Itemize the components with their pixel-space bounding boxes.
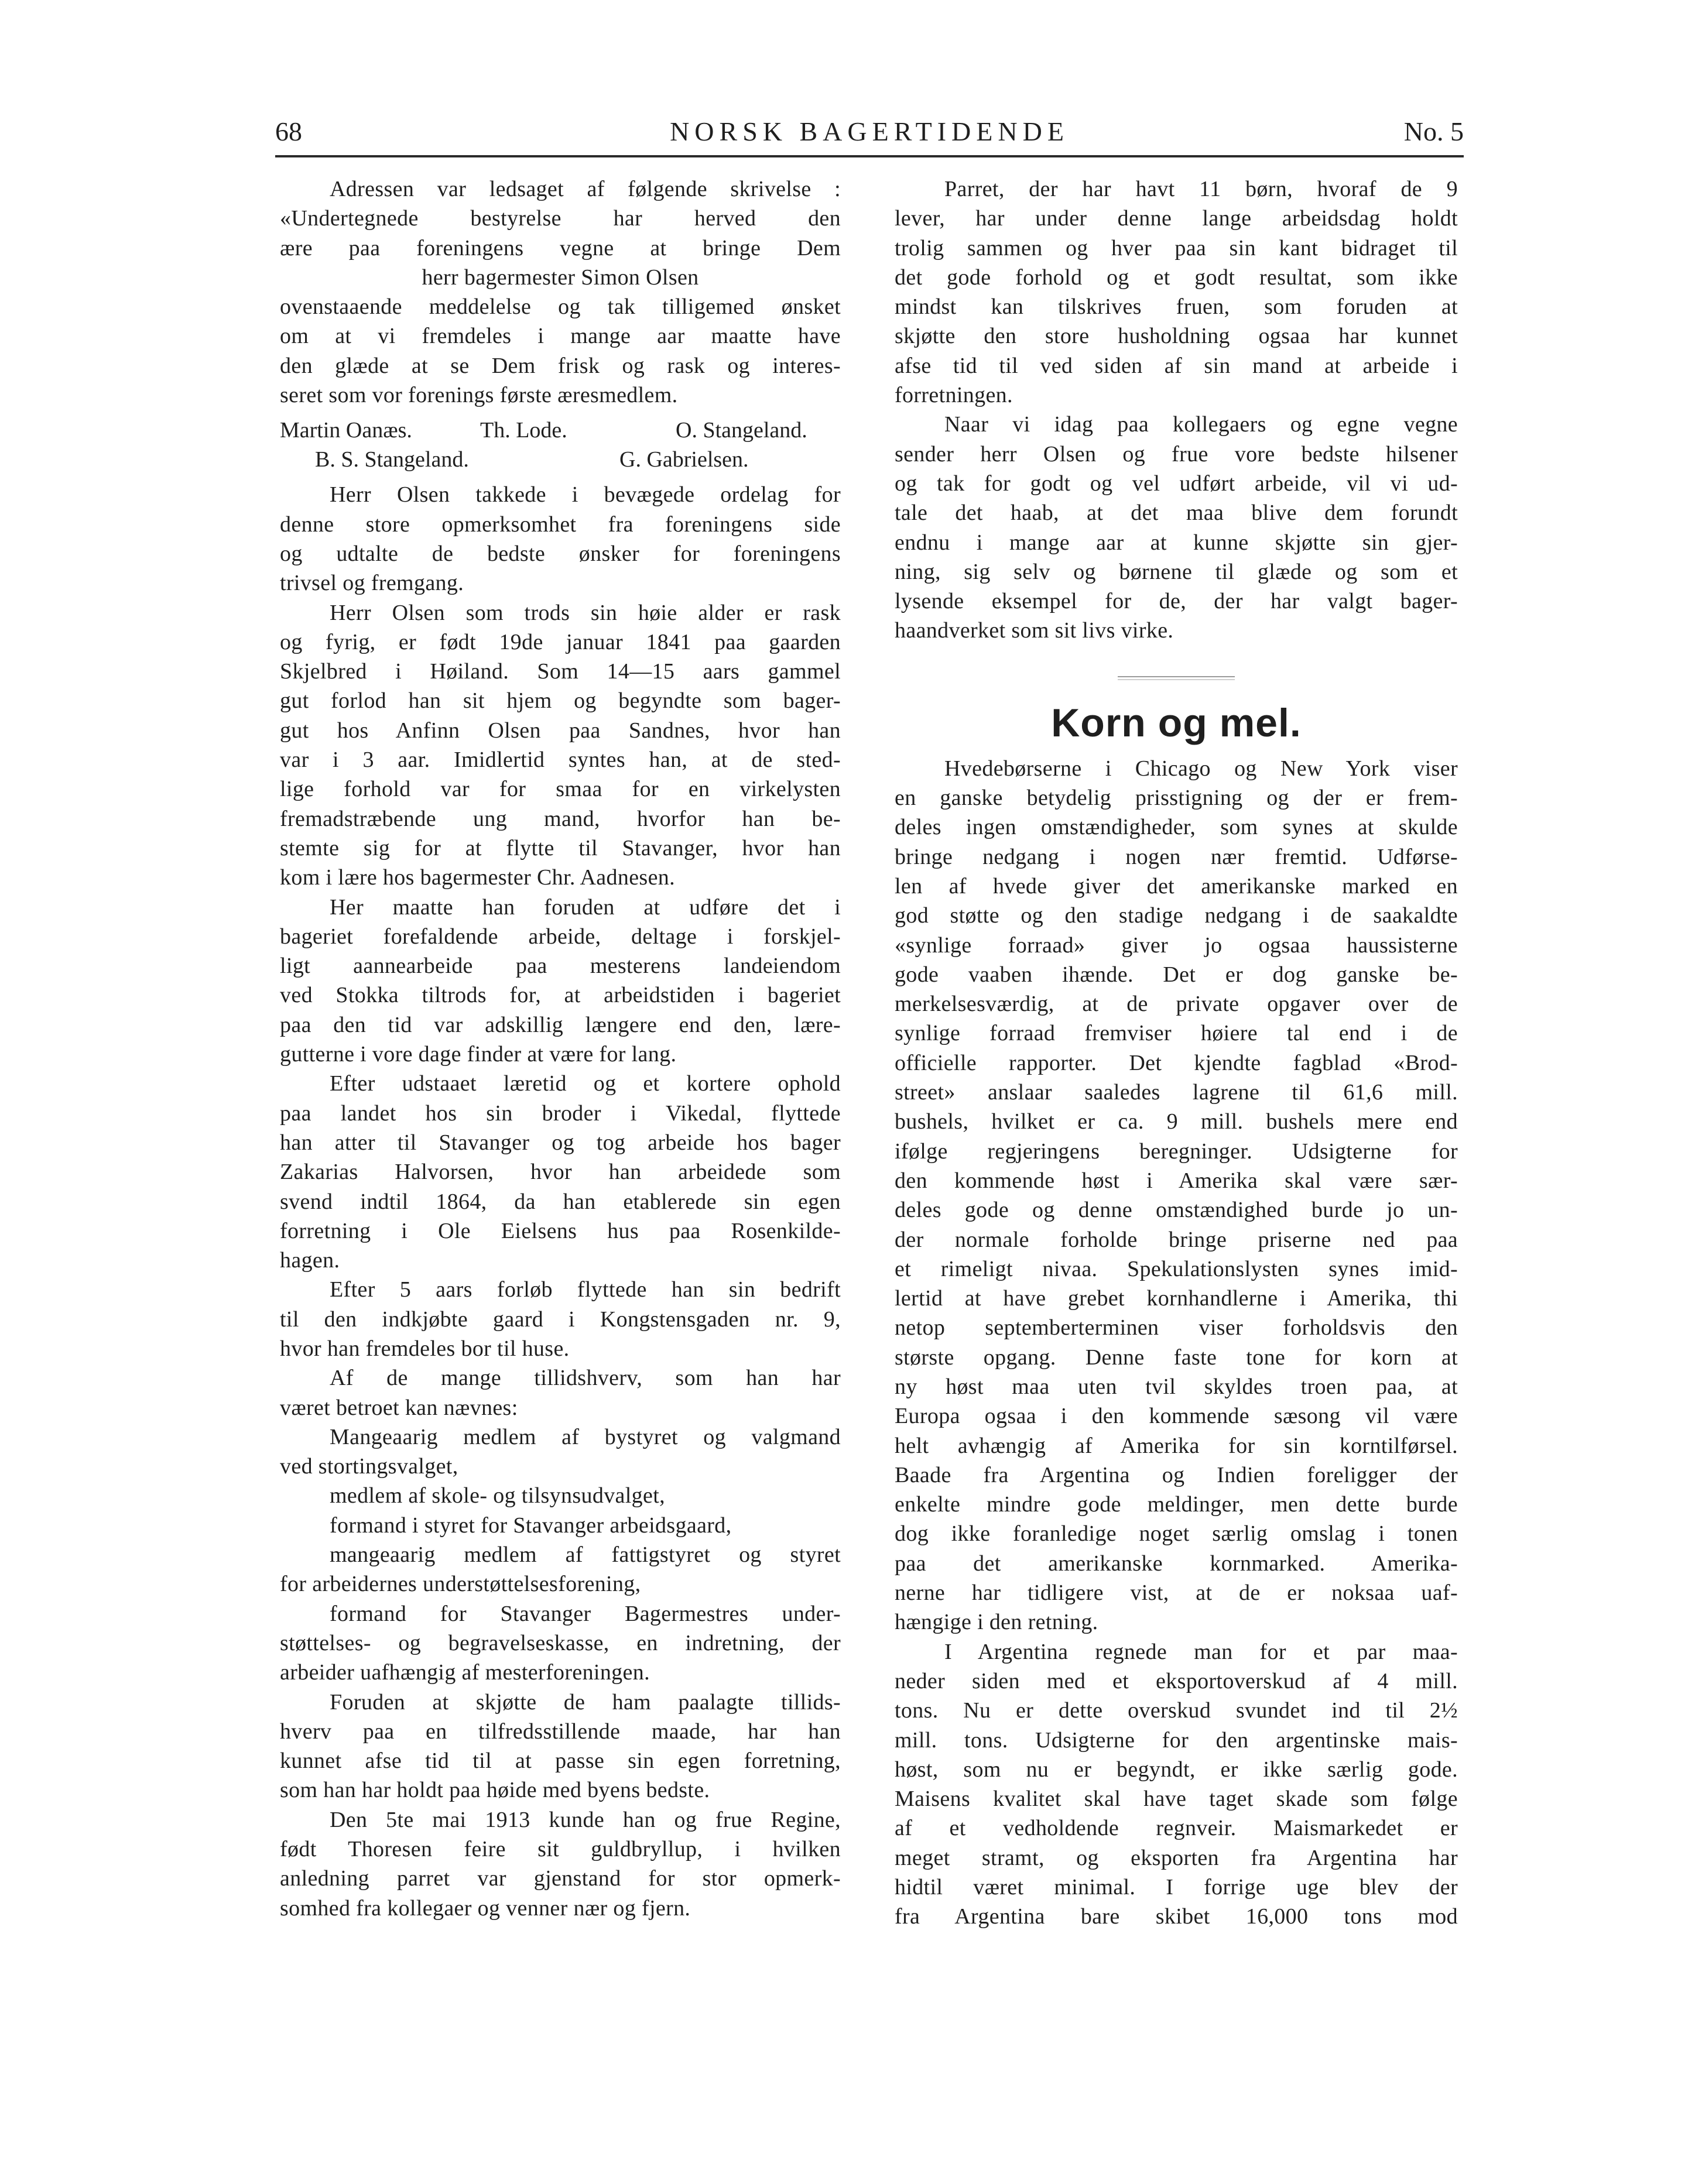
page-number: 68	[275, 116, 302, 146]
text-line: og udtalte de bedste ønsker for foreningens	[280, 541, 841, 566]
text-line: hængige i den retning.	[895, 1610, 1098, 1635]
text-line: sender herr Olsen og frue vore bedste hilsener	[895, 441, 1458, 467]
text-line: høst, som nu er begyndt, er ikke særlig gode.	[895, 1757, 1458, 1782]
paragraph-wheat	[895, 754, 1458, 1637]
paragraph-offices-intro	[280, 1363, 841, 1422]
paragraph-duties	[280, 1688, 841, 1805]
text-line: den kommende høst i Amerika skal være sær-	[895, 1168, 1458, 1193]
text-line: meget stramt, og eksporten fra Argentina har	[895, 1845, 1458, 1870]
paragraph-wedding	[280, 1805, 841, 1923]
text-line: svend indtil 1864, da han etablerede sin egen	[280, 1189, 841, 1214]
text-line: ning, sig selv og børnene til glæde og som et	[895, 559, 1458, 584]
text-line: ovenstaaende meddelelse og tak tilligemed ønsket	[280, 294, 841, 320]
paragraph-move	[280, 1275, 841, 1363]
text-line: haandverket som sit livs virke.	[895, 618, 1174, 643]
text-line: stemte sig for at flytte til Stavanger, hvor han	[280, 835, 841, 860]
text-line: tale det haab, at det maa blive dem forundt	[895, 500, 1458, 526]
text-line: som han har holdt paa høide med byens bedste.	[280, 1778, 710, 1803]
text-line: om at vi fremdeles i mange aar maatte have	[280, 324, 841, 349]
text-line: Foruden at skjøtte de ham paalagte tillids-	[330, 1689, 841, 1715]
text-line: han atter til Stavanger og tog arbeide hos bager	[280, 1130, 841, 1155]
text-line: medlem af skole- og tilsynsudvalget,	[330, 1483, 665, 1508]
text-line: officielle rapporter. Det kjendte fagblad «Brod-	[895, 1050, 1458, 1075]
text-line: Maisens kvalitet skal have taget skade som følge	[895, 1787, 1458, 1812]
text-line: fremadstræbende ung mand, hvorfor han be-	[280, 806, 841, 831]
text-line: der normale forholde bringe priserne ned paa	[895, 1227, 1458, 1252]
office-item	[280, 1481, 841, 1510]
text-line: formand for Stavanger Bagermestres under-	[330, 1601, 841, 1626]
text-line: lertid at have grebet kornhandlerne i Amerika, thi	[895, 1286, 1458, 1311]
left-column	[280, 174, 841, 1923]
text-line: Skjelbred i Høiland. Som 14—15 aars gammel	[280, 659, 841, 684]
text-line: hvor han fremdeles bor til huse.	[280, 1336, 570, 1361]
text-line: «Undertegnede bestyrelse har herved den	[280, 206, 841, 231]
text-line: deles gode og denne omstændighed burde jo un-	[895, 1198, 1458, 1223]
text-line: og tak for godt og vel udført arbeide, vil vi ud-	[895, 471, 1458, 496]
text-line: Parret, der har havt 11 børn, hvoraf de 9	[944, 177, 1458, 201]
right-column	[895, 174, 1458, 1932]
text-line: største opgang. Denne faste tone for korn at	[895, 1345, 1458, 1370]
text-line: Europa ogsaa i den kommende sæsong vil være	[895, 1404, 1458, 1429]
signature: Th. Lode.	[480, 418, 567, 443]
text-line: mangeaarig medlem af fattigstyret og styret	[330, 1542, 841, 1568]
text-line: enkelte mindre gode meldinger, men dette burde	[895, 1492, 1458, 1517]
text-line: kom i lære hos bagermester Chr. Aadnesen.	[280, 865, 675, 890]
signatures-row	[280, 416, 841, 445]
text-line: deles ingen omstændigheder, som synes at skulde	[895, 815, 1458, 840]
text-line: seret som vor forenings første æresmedlem.	[280, 383, 678, 408]
text-line: bageriet forefaldende arbeide, deltage i forskjel-	[280, 924, 841, 949]
text-line: Mangeaarig medlem af bystyret og valgmand	[330, 1424, 841, 1449]
text-line: street» anslaar saaledes lagrene til 61,6 mill.	[895, 1080, 1458, 1105]
text-line: Af de mange tillidshverv, som han har	[330, 1366, 841, 1391]
paragraph-biography	[280, 598, 841, 893]
text-line: helt avhængig af Amerika for sin korntilførsel.	[895, 1433, 1458, 1458]
text-line: en ganske betydelig prisstigning og der er frem-	[895, 786, 1458, 811]
text-line: lige forhold var for smaa for en virkelysten	[280, 777, 841, 802]
text-line: ved stortingsvalget,	[280, 1454, 458, 1479]
paragraph-children	[895, 174, 1458, 410]
text-line: ifølge regjeringens beregninger. Udsigterne for	[895, 1139, 1458, 1164]
text-line: formand i styret for Stavanger arbeidsgaard,	[330, 1513, 732, 1538]
paragraph-apprentice	[280, 893, 841, 1069]
text-line: Baade fra Argentina og Indien foreligger der	[895, 1462, 1458, 1487]
text-line: merkelsesværdig, at de private opgaver over de	[895, 992, 1458, 1017]
letter-recipient: herr bagermester Simon Olsen	[422, 265, 699, 290]
text-line: Den 5te mai 1913 kunde han og frue Regine,	[330, 1807, 841, 1832]
text-line: gode vaaben ihænde. Det er dog ganske be-	[895, 962, 1458, 987]
text-line: ære paa foreningens vegne at bringe Dem	[280, 235, 841, 260]
paragraph-gap	[280, 410, 841, 416]
text-line: I Argentina regnede man for et par maa-	[944, 1639, 1458, 1664]
text-line: født Thoresen feire sit guldbryllup, i hvilken	[280, 1837, 841, 1862]
text-line: Adressen var ledsaget af følgende skrivelse :	[330, 177, 841, 201]
paragraph-argentina	[895, 1637, 1458, 1932]
office-item	[280, 1540, 841, 1599]
section-heading: Korn og mel.	[1051, 700, 1302, 745]
text-line: len af hvede giver det amerikanske marked en	[895, 873, 1458, 899]
text-line: mindst kan tilskrives fruen, som foruden at	[895, 294, 1458, 320]
text-line: gutterne i vore dage finder at være for lang.	[280, 1042, 677, 1067]
paragraph-greetings	[895, 410, 1458, 645]
text-line: lever, har under denne lange arbeidsdag holdt	[895, 206, 1458, 231]
office-item	[280, 1422, 841, 1482]
text-line: Her maatte han foruden at udføre det i	[330, 894, 841, 920]
signatures-row	[280, 445, 841, 474]
text-line: Herr Olsen som trods sin høie alder er rask	[330, 600, 841, 625]
office-item	[280, 1599, 841, 1688]
letter-intro	[280, 174, 841, 263]
text-line: synlige forraad fremviser høiere tal end i de	[895, 1021, 1458, 1046]
text-line: «synlige forraad» giver jo ogsaa haussisterne	[895, 932, 1458, 958]
text-line: støttelses- og begravelseskasse, en indretning, der	[280, 1630, 841, 1655]
text-line: til den indkjøbte gaard i Kongstensgaden nr. 9,	[280, 1307, 841, 1332]
section-divider	[1118, 676, 1235, 680]
text-line: hagen.	[280, 1248, 340, 1273]
page-header	[275, 114, 1464, 157]
text-line: arbeider uafhængig af mesterforeningen.	[280, 1660, 650, 1685]
text-line: fra Argentina bare skibet 16,000 tons mod	[895, 1904, 1458, 1929]
text-line: den glæde at se Dem frisk og rask og interes-	[280, 353, 841, 378]
text-line: Efter 5 aars forløb flyttede han sin bedrift	[330, 1277, 841, 1302]
text-line: forretningen.	[895, 383, 1013, 408]
text-line: kunnet afse tid til at passe sin egen forretning,	[280, 1748, 841, 1774]
text-line: trivsel og fremgang.	[280, 571, 464, 596]
text-line: hidtil været minimal. I forrige uge blev der	[895, 1875, 1458, 1900]
text-line: det gode forhold og et godt resultat, som ikke	[895, 265, 1458, 290]
text-line: nerne har tidligere vist, at de er noksaa uaf-	[895, 1580, 1458, 1606]
paragraph-thanks	[280, 480, 841, 598]
text-line: tons. Nu er dette overskud svundet ind til 2½	[895, 1698, 1458, 1723]
text-line: dog ikke foranledige noget særlig omslag i tonen	[895, 1521, 1458, 1547]
text-line: anledning parret var gjenstand for stor opmerk-	[280, 1866, 841, 1891]
text-line: paa den tid var adskillig længere end den, lære-	[280, 1012, 841, 1037]
text-line: Hvedebørserne i Chicago og New York viser	[944, 756, 1458, 781]
text-line: gut hos Anfinn Olsen paa Sandnes, hvor han	[280, 718, 841, 743]
paragraph-journeyman	[280, 1069, 841, 1275]
text-line: trolig sammen og hver paa sin kant bidraget til	[895, 235, 1458, 260]
text-line: bushels, hvilket er ca. 9 mill. bushels mere end	[895, 1109, 1458, 1134]
text-line: bringe nedgang i nogen nær fremtid. Udførse-	[895, 844, 1458, 869]
letter-body	[280, 292, 841, 410]
signature: G. Gabrielsen.	[619, 447, 749, 472]
text-line: mill. tons. Udsigterne for den argentinske mais-	[895, 1727, 1458, 1753]
text-line: netop septemberterminen viser forholdsvis den	[895, 1315, 1458, 1340]
text-line: neder siden med et eksportoverskud af 4 mill.	[895, 1668, 1458, 1693]
text-line: endnu i mange aar at kunne skjøtte sin gjer-	[895, 530, 1458, 555]
issue-number: No. 5	[1403, 116, 1464, 146]
signature: B. S. Stangeland.	[315, 447, 469, 472]
text-line: god støtte og den stadige nedgang i de saakaldte	[895, 903, 1458, 928]
signature: O. Stangeland.	[676, 418, 807, 443]
text-line: afse tid til ved siden af sin mand at arbeide i	[895, 353, 1458, 378]
text-line: var i 3 aar. Imidlertid syntes han, at de sted-	[280, 748, 841, 773]
text-line: somhed fra kollegaer og venner nær og fjern.	[280, 1895, 691, 1921]
text-line: lysende eksempel for de, der har valgt bager-	[895, 589, 1458, 614]
text-line: denne store opmerksomhet fra foreningens side	[280, 512, 841, 537]
text-line: forretning i Ole Eielsens hus paa Rosenkilde-	[280, 1218, 841, 1243]
publication-title: NORSK BAGERTIDENDE	[670, 116, 1069, 146]
text-line: Herr Olsen takkede i bevægede ordelag for	[330, 482, 841, 508]
text-line: af et vedholdende regnveir. Maismarkedet er	[895, 1816, 1458, 1841]
text-line: og fyrig, er født 19de januar 1841 paa gaarden	[280, 629, 841, 654]
text-line: et rimeligt nivaa. Spekulationslysten synes imid-	[895, 1256, 1458, 1281]
paragraph-gap	[280, 474, 841, 480]
office-item	[280, 1511, 841, 1540]
text-line: ligt aannearbeide paa mesterens landeiendom	[280, 954, 841, 979]
text-line: Zakarias Halvorsen, hvor han arbeidede som	[280, 1160, 841, 1185]
text-line: hverv paa en tilfredsstillende maade, har han	[280, 1719, 841, 1744]
text-line: ved Stokka tiltrods for, at arbeidstiden i bageriet	[280, 983, 841, 1008]
text-line: for arbeidernes understøttelsesforening,	[280, 1572, 641, 1597]
text-line: paa landet hos sin broder i Vikedal, flyttede	[280, 1100, 841, 1126]
text-line: været betroet kan nævnes:	[280, 1395, 518, 1420]
text-line: paa det amerikanske kornmarked. Amerika-	[895, 1551, 1458, 1576]
signature: Martin Oanæs.	[280, 418, 412, 443]
text-line: Efter udstaaet læretid og et kortere ophold	[330, 1071, 841, 1096]
text-line: Naar vi idag paa kollegaers og egne vegne	[944, 412, 1458, 437]
text-line: ny høst maa uten tvil skyldes troen paa, at	[895, 1374, 1458, 1399]
text-line: skjøtte den store husholdning ogsaa har kunnet	[895, 324, 1458, 349]
text-line: gut forlod han sit hjem og begyndte som bager-	[280, 688, 841, 714]
